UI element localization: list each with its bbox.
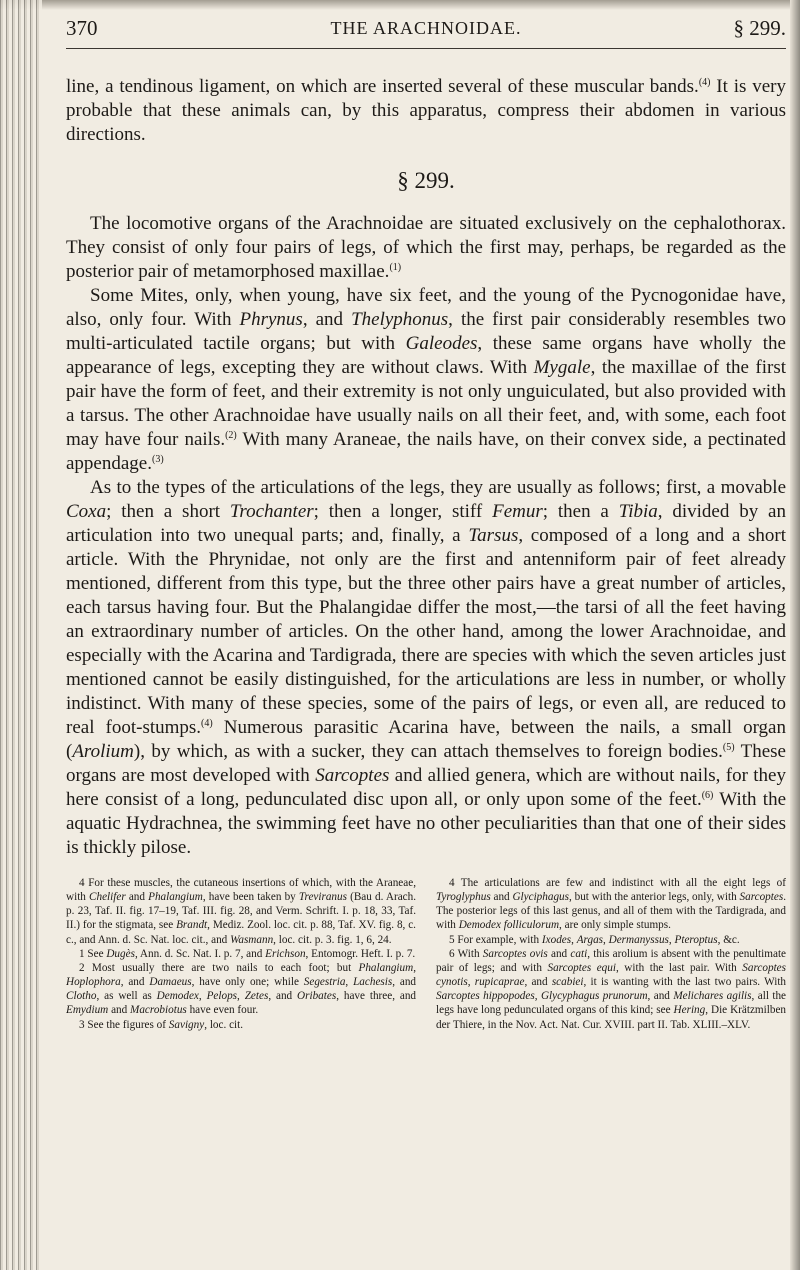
- taxon: Melichares agilis: [673, 990, 752, 1003]
- page-content: [66, 10, 786, 1260]
- text-run: ,: [467, 976, 475, 989]
- taxon: Dermanyssus: [608, 933, 669, 946]
- text-run: , the maxillae of the first pair have the form of feet, and their extremity is not only unguiculated, but also provided with a tarsus. The other Arachnoidae have usually nails on all their feet, and, with some, each foot may have four nails.: [66, 357, 786, 450]
- text-run: , loc. cit. p. 3. fig. 1, 6, 24.: [273, 933, 392, 946]
- paragraph-1: [66, 212, 786, 284]
- page-top-shadow: [0, 0, 800, 10]
- text-run: , and: [524, 976, 552, 989]
- paragraph-3: [66, 476, 786, 860]
- text-run: , Ann. d. Sc. Nat. I. p. 7, and: [134, 947, 266, 960]
- term: Arolium: [72, 741, 134, 762]
- term: Tibia: [618, 501, 658, 522]
- text-run: ; then a short: [106, 501, 230, 522]
- text-run: , have three, and: [336, 990, 417, 1003]
- taxon: Segestria: [303, 976, 346, 989]
- term: Femur: [492, 501, 543, 522]
- taxon: Glyciphagus: [512, 891, 570, 904]
- text-run: and allied genera, which are without nails, for they here consist of a long, pedunculated disc upon all, or only upon some of the feet.: [66, 765, 786, 810]
- text-run: line, a tendinous ligament, on which are inserted several of these muscular bands.: [66, 76, 699, 97]
- text-run: 5 For example, with: [449, 933, 542, 946]
- taxon: Oribates: [297, 990, 337, 1003]
- text-run: , and: [302, 309, 352, 330]
- text-run: 4 The articulations are few and indistinct with all the eight legs of: [449, 877, 786, 889]
- term: Trochanter: [229, 501, 314, 522]
- text-run: It is very probable that these animals can, by this apparatus, compress their abdomen in various directions.: [66, 76, 786, 145]
- taxon: Clotho: [66, 990, 97, 1003]
- text-run: Some Mites, only, when young, have six feet, and the young of the Pycnogonidae have, also, only four. With: [66, 285, 786, 330]
- text-run: , composed of a long and a short article. With the Phrynidae, not only are the first and antenniform pair of feet already mentioned, different from this type, but the three other pairs have a great number of articles, each tarsus having four. But the Phalangidae differ the most,—the tarsi of all the feet having an extraordinary number of articles. On the other hand, among the lower Arachnoidae, and especially with the Acarina and Tardigrada, there are species with which the seven articles just mentioned cannot be easily distinguished, for the articulations are less in number, or wholly indistinct. With many of these species, some of the pairs of legs, or even all, are reduced to real foot-stumps.: [66, 525, 786, 738]
- text-run: , this arolium is absent with the penultimate pair of legs; and with: [436, 947, 786, 974]
- text-run: , divided by an articulation into two unequal parts; and, finally, a: [66, 501, 786, 546]
- author: Dugès: [106, 947, 135, 960]
- footnote-3: [66, 1018, 416, 1032]
- section-reference: § 299.: [733, 16, 786, 40]
- footnote-5: [436, 933, 786, 947]
- taxon: Argas: [576, 933, 604, 946]
- text-run: , &c.: [717, 933, 740, 946]
- taxon: Sarcoptes equi: [547, 961, 616, 974]
- taxon: Chelifer: [89, 891, 126, 904]
- text-run: ,: [198, 990, 207, 1003]
- text-run: , Mediz. Zool. loc. cit. p. 88, Taf. XV. fig. 8, c. c., and Ann. d. Sc. Nat. loc. cit., and: [66, 919, 416, 946]
- taxon: Ixodes: [541, 933, 572, 946]
- footnote-ref[interactable]: (1): [389, 262, 402, 273]
- taxon: cati: [570, 947, 588, 960]
- footnotes: [66, 876, 786, 1032]
- text-run: , with the last pair. With: [615, 961, 743, 974]
- taxon: Pteroptus: [674, 933, 718, 946]
- text-run: and: [108, 1004, 131, 1017]
- taxon: Damaeus: [149, 976, 192, 989]
- taxon: Demodex: [156, 990, 199, 1003]
- text-run: , Die Krätzmilben der Thiere, in the Nov. Act. Nat. Cur. XVIII. part II. Tab. XLIII.–XLV.: [436, 1004, 786, 1031]
- taxon: Galeodes: [405, 333, 478, 354]
- text-run: and: [490, 891, 513, 904]
- text-run: , as well as: [96, 990, 157, 1003]
- text-run: Numerous parasitic Acarina have, between the nails, a small organ (: [66, 717, 786, 762]
- taxon: Tyroglyphus: [436, 891, 491, 904]
- text-run: , the first pair considerably resembles two multi-articulated tactile organs; but with: [66, 309, 786, 354]
- taxon: Pelops: [206, 990, 238, 1003]
- taxon: Hoplophora: [66, 976, 121, 989]
- footnote-1: [66, 947, 416, 961]
- text-run: The locomotive organs of the Arachnoidae are situated exclusively on the cephalothorax. They consist of only four pairs of legs, of which the first may, perhaps, be regarded as the posterior pair of metamorphosed maxillae.: [66, 213, 786, 282]
- text-run: , are only simple stumps.: [559, 919, 671, 932]
- text-run: ,: [237, 990, 245, 1003]
- header-rule: [66, 48, 786, 49]
- taxon: Lachesis: [353, 976, 393, 989]
- footnote-ref[interactable]: (2): [225, 430, 237, 441]
- taxon: Sarcoptes ovis: [482, 947, 548, 960]
- text-run: , and: [647, 990, 674, 1003]
- footnote-4: [66, 876, 416, 947]
- footnote-ref[interactable]: (4): [698, 77, 711, 88]
- taxon: Macrobiotus: [130, 1004, 187, 1017]
- footnote-4-second: [436, 876, 786, 933]
- taxon: Phalangium: [358, 961, 414, 974]
- taxon: Sarcoptes: [739, 891, 784, 904]
- running-header: [66, 10, 786, 46]
- author: Hering: [673, 1004, 706, 1017]
- footnote-2: [66, 961, 416, 1018]
- text-run: ; then a longer, stiff: [313, 501, 493, 522]
- taxon: Phrynus: [239, 309, 303, 330]
- text-run: ,: [668, 933, 675, 946]
- author: Wasmann: [230, 933, 274, 946]
- text-run: ; then a: [542, 501, 619, 522]
- taxon: Thelyphonus: [351, 309, 449, 330]
- footnote-ref[interactable]: (6): [701, 790, 714, 801]
- taxon: Sarcoptes cynotis: [436, 961, 786, 989]
- footnote-ref[interactable]: (4): [201, 718, 213, 729]
- text-run: With the aquatic Hydrachnea, the swimming feet have no other peculiarities than that one of their sides is thickly pilose.: [66, 789, 786, 858]
- text-run: These organs are most developed with: [66, 741, 786, 786]
- text-run: (Bau d. Arach. p. 23, Taf. II. fig. 17–19, Taf. III. fig. 28, and Verm. Schrift. I. p. 18, 33, Taf. II.) for the stigmata, see: [66, 891, 417, 932]
- page-number: 370: [66, 16, 98, 40]
- taxon: Phalangium: [148, 891, 203, 904]
- text-run: 6 With: [449, 947, 483, 960]
- taxon: Demodex folliculorum: [458, 919, 560, 932]
- text-run: . The posterior legs of this last genus, and all of them with the Tardigrada, and with: [436, 891, 786, 932]
- taxon: Sarcoptes: [315, 765, 390, 786]
- text-run: and: [125, 891, 149, 904]
- text-run: ,: [534, 990, 541, 1003]
- taxon: Sarcoptes hippopodes: [436, 990, 535, 1003]
- taxon: Emydium: [66, 1004, 109, 1017]
- term: Tarsus: [468, 525, 519, 546]
- text-run: and: [547, 947, 571, 960]
- text-run: have even four.: [186, 1004, 259, 1017]
- section-heading: § 299.: [397, 168, 455, 193]
- text-run: , and: [392, 976, 417, 989]
- footnote-ref[interactable]: (5): [722, 742, 735, 753]
- text-run: , and: [268, 990, 298, 1003]
- text-run: As to the types of the articulations of the legs, they are usually as follows; first, a movable: [90, 477, 786, 498]
- text-run: ,: [345, 976, 354, 989]
- author: Brandt: [176, 919, 208, 932]
- text-run: ,: [571, 933, 577, 946]
- continued-paragraph: [66, 75, 786, 147]
- text-run: With many Araneae, the nails have, on their convex side, a pectinated appendage.: [66, 429, 786, 474]
- text-run: 2 Most usually there are two nails to each foot; but: [79, 961, 359, 974]
- text-run: 1 See: [79, 947, 107, 960]
- text-run: , and: [120, 976, 150, 989]
- book-binding: [0, 0, 42, 1270]
- author: Savigny: [168, 1018, 205, 1031]
- paragraph-2: [66, 284, 786, 476]
- text-run: , have been taken by: [202, 891, 299, 904]
- text-run: , all the legs have long pedunculated organs of this kind; see: [436, 990, 786, 1017]
- text-run: , it is wanting with the last two pairs. With: [583, 976, 786, 989]
- running-title: THE ARACHNOIDAE.: [330, 18, 522, 38]
- text-run: ,: [413, 961, 416, 974]
- text-run: , have only one; while: [191, 976, 304, 989]
- author: Erichson: [265, 947, 306, 960]
- taxon: Mygale: [533, 357, 591, 378]
- footnote-6: [436, 947, 786, 1032]
- taxon: Glycyphagus prunorum: [540, 990, 648, 1003]
- footnote-ref[interactable]: (3): [151, 454, 164, 465]
- term: Coxa: [66, 501, 107, 522]
- taxon: scabiei: [551, 976, 584, 989]
- text-run: ,: [603, 933, 609, 946]
- text-run: 3 See the figures of: [79, 1018, 169, 1031]
- text-run: , but with the anterior legs, only, with: [569, 891, 740, 904]
- text-run: ), by which, as with a sucker, they can attach themselves to foreign bodies.: [133, 741, 723, 762]
- main-text: [66, 75, 786, 860]
- text-run: , these same organs have wholly the appearance of legs, excepting they are without claws. With: [66, 333, 786, 378]
- author: Treviranus: [298, 891, 347, 904]
- taxon: Zetes: [244, 990, 269, 1003]
- text-run: , Entomogr. Heft. I. p. 7.: [305, 947, 416, 960]
- text-run: 4 For these muscles, the cutaneous insertions of which, with the Araneae, with: [66, 877, 416, 904]
- text-run: , loc. cit.: [204, 1018, 244, 1031]
- page-edge: [790, 0, 800, 1270]
- taxon: rupicaprae: [474, 976, 525, 989]
